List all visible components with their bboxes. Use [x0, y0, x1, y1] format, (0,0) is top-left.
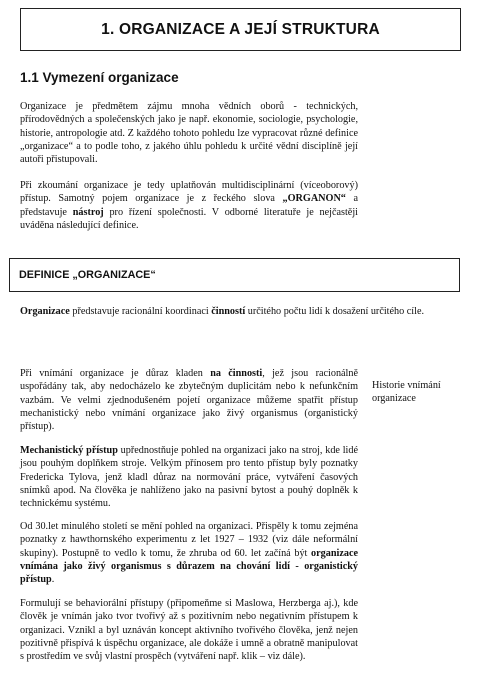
nastroj-term: nástroj: [72, 206, 104, 218]
definition-paragraph: [20, 305, 442, 318]
history-text: .: [51, 574, 55, 586]
definition-text: určitého počtu lidí k dosažení určitého cíle.: [245, 306, 425, 317]
margin-note: Historie vnímání organizace: [372, 380, 441, 405]
chapter-title-box: [20, 8, 461, 51]
mechanistic-term: Mechanistický přístup: [20, 445, 118, 456]
section-heading: 1.1 Vymezení organizace: [20, 70, 179, 85]
history-paragraph-1: [20, 367, 358, 433]
history-paragraph-3: [20, 520, 358, 586]
definition-box-label: DEFINICE „ORGANIZACE“: [19, 269, 156, 281]
definition-box: [9, 258, 460, 292]
intro-paragraph-2: [20, 179, 358, 232]
organistic-emphasis: organizace vnímána jako živý organismus s důrazem na chování lidí - organistický přístup: [20, 547, 358, 586]
history-text: Při vnímání organizace je důraz kladen: [20, 368, 211, 379]
definition-term: Organizace: [20, 306, 70, 317]
intro-paragraph-1: Organizace je předmětem zájmu mnoha vědních oborů - technických, přírodovědných a společenských jako je např. ekonomie, sociologie, psychologie, historie, antropologie atd. Z každého tohoto pohledu lze vypracovat různé definice „organizace“ a to podle toho, z jakého úhlu pohledu k určité vědní disciplíně její autoři přistupovali.: [20, 101, 358, 166]
history-paragraph-4: Formulují se behaviorální přístupy (připomeňme si Maslowa, Herzberga aj.), kde člověk je vnímán jako tvor tvořivý až s pozitivním nebo negativním přístupem k organizaci. Vznikl a byl uznáván koncept aktivního tvořivého člověka, jenž nejen pozitivně přispívá k úspěchu organizace, ale dokáže i umně a obratně manipulovat s prostředím ve svůj vlastní prospěch (vytváření např. klik – viz dále).: [20, 598, 358, 663]
history-text: Od 30.let minulého století se mění pohled na organizaci. Přispěly k tomu zejména poznatky z hawthornského experimentu z let 1927 – 1932 (viz dále neformální skupiny). Postupně to vedlo k tomu, že zhruba od 60. let začíná být: [20, 521, 358, 559]
intro-text: a představuje: [20, 193, 358, 218]
intro-text: pro řízení společnosti. V odborné literatuře je nejčastěji uváděna následující definice.: [20, 206, 358, 231]
history-text: , jež jsou racionálně uspořádány tak, aby nedocházelo ke zbytečným duplicitám nebo k nefunkčním vazbám. Ve velmi zjednodušeném pojetí organizace můžeme spatřit přístup mechanistický nebo vnímání organizace jako živý organismus (organistický přístup).: [20, 368, 359, 433]
intro-text: Při zkoumání organizace je tedy uplatňován multidisciplinární (víceoborový) přístup. Samotný pojem organizace je z řeckého slova: [20, 180, 358, 205]
organon-term: „ORGANON“: [282, 193, 346, 205]
history-emphasis: na činnosti: [210, 368, 263, 379]
history-text: upřednostňuje pohled na organizaci jako na stroj, kde lidé jsou pouhým doplňkem stroje. Velkým přínosem pro tento přístup byly poznatky Fredericka Tylova, jenž kladl důraz na normování práce, vytváření časových snímků apod. Na člověka je nahlíženo jako na pasivní bytost a pouhý doplněk k technickému systému.: [20, 445, 358, 510]
definition-activities: činností: [211, 306, 246, 317]
definition-text: představuje racionální koordinaci: [69, 306, 212, 317]
history-paragraph-2: [20, 444, 358, 510]
chapter-title: 1. ORGANIZACE A JEJÍ STRUKTURA: [101, 20, 380, 38]
